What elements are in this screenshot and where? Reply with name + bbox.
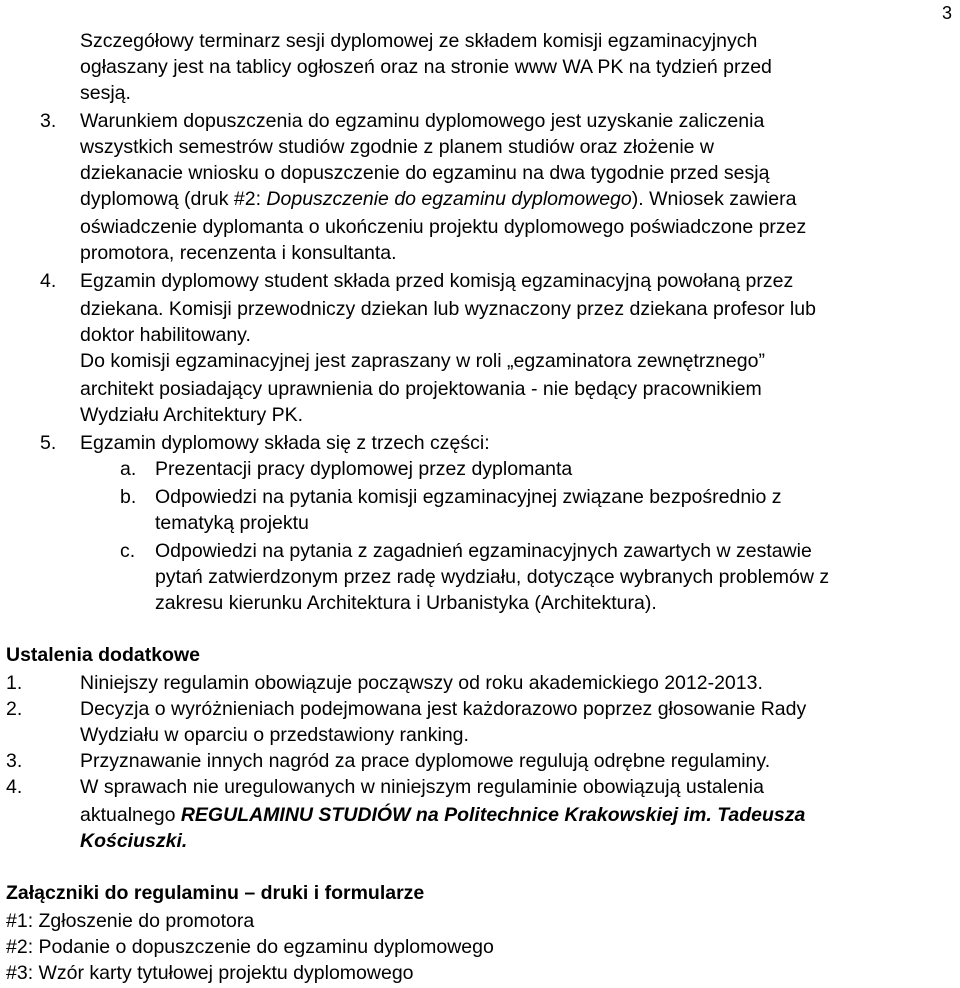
additional-2-line-2: Wydziału w oparciu o przedstawiony ranking. bbox=[80, 724, 469, 746]
item-5-number: 5. bbox=[40, 432, 57, 454]
item-3-line-4 bbox=[80, 186, 796, 212]
item-3-line-4-suffix: ). Wniosek zawiera bbox=[631, 188, 797, 210]
additional-3-line-1: Przyznawanie innych nagród za prace dyplomowe regulują odrębne regulaminy. bbox=[80, 750, 771, 772]
additional-1-number: 1. bbox=[6, 672, 23, 694]
page-number: 3 bbox=[942, 3, 953, 23]
additional-4-number: 4. bbox=[6, 776, 23, 798]
regulation-title: REGULAMINU STUDIÓW na Politechnice Krakowskiej im. Tadeusza bbox=[180, 804, 806, 826]
additional-1-line-1: Niniejszy regulamin obowiązuje począwszy od roku akademickiego 2012-2013. bbox=[80, 672, 763, 694]
intro-line-2: ogłaszany jest na tablicy ogłoszeń oraz na stronie www WA PK na tydzień przed bbox=[80, 56, 772, 78]
item-4-line-5: architekt posiadający uprawnienia do projektowania - nie będący pracownikiem bbox=[80, 378, 762, 400]
item-3-line-5: oświadczenie dyplomanta o ukończeniu projektu dyplomowego poświadczone przez bbox=[80, 216, 807, 238]
item-5b-line-1: Odpowiedzi na pytania komisji egzaminacyjnej związane bezpośrednio z bbox=[155, 486, 782, 508]
item-3-line-6: promotora, recenzenta i konsultanta. bbox=[80, 242, 397, 264]
additional-4-line-1: W sprawach nie uregulowanych w niniejszym regulaminie obowiązują ustalenia bbox=[80, 776, 764, 798]
additional-2-number: 2. bbox=[6, 698, 23, 720]
item-4-line-3: doktor habilitowany. bbox=[80, 324, 251, 346]
item-5b-line-2: tematyką projektu bbox=[155, 512, 309, 534]
attachment-3: #3: Wzór karty tytułowej projektu dyplomowego bbox=[6, 962, 414, 984]
item-4-number: 4. bbox=[40, 270, 57, 292]
item-4-line-2: dziekana. Komisji przewodniczy dziekan lub wyznaczony przez dziekana profesor lub bbox=[80, 298, 816, 320]
item-3-number: 3. bbox=[40, 110, 57, 132]
attachment-2: #2: Podanie o dopuszczenie do egzaminu dyplomowego bbox=[6, 936, 494, 958]
item-5c-letter: c. bbox=[120, 540, 136, 562]
attachments-heading: Załączniki do regulaminu – druki i formularze bbox=[6, 882, 425, 904]
item-3-line-3: dziekanacie wniosku o dopuszczenie do egzaminu na dwa tygodnie przed sesją bbox=[80, 162, 770, 184]
form-2-title: Dopuszczenie do egzaminu dyplomowego bbox=[266, 188, 632, 210]
item-5a-letter: a. bbox=[120, 458, 137, 480]
item-5-line: Egzamin dyplomowy składa się z trzech części: bbox=[80, 432, 490, 454]
attachment-1: #1: Zgłoszenie do promotora bbox=[6, 910, 255, 932]
item-5b-letter: b. bbox=[120, 486, 137, 508]
additional-4-line-2-prefix: aktualnego bbox=[80, 804, 181, 826]
additional-4-line-3 bbox=[80, 828, 187, 854]
additional-heading: Ustalenia dodatkowe bbox=[6, 644, 200, 666]
item-4-line-6: Wydziału Architektury PK. bbox=[80, 404, 304, 426]
additional-2-line-1: Decyzja o wyróżnieniach podejmowana jest każdorazowo poprzez głosowanie Rady bbox=[80, 698, 807, 720]
item-3-line-4-prefix: dyplomową (druk #2: bbox=[80, 188, 267, 210]
item-5c-line-3: zakresu kierunku Architektura i Urbanistyka (Architektura). bbox=[155, 592, 657, 614]
item-5a-line-1: Prezentacji pracy dyplomowej przez dyplomanta bbox=[155, 458, 573, 480]
item-4-line-4: Do komisji egzaminacyjnej jest zapraszany w roli „egzaminatora zewnętrznego” bbox=[80, 350, 765, 372]
additional-3-number: 3. bbox=[6, 750, 23, 772]
item-5c-line-1: Odpowiedzi na pytania z zagadnień egzaminacyjnych zawartych w zestawie bbox=[155, 540, 812, 562]
item-3-line-1: Warunkiem dopuszczenia do egzaminu dyplomowego jest uzyskanie zaliczenia bbox=[80, 110, 765, 132]
item-5c-line-2: pytań zatwierdzonym przez radę wydziału, dotyczące wybranych problemów z bbox=[155, 566, 830, 588]
intro-line-3: sesją. bbox=[80, 82, 131, 104]
intro-line-1: Szczegółowy terminarz sesji dyplomowej ze składem komisji egzaminacyjnych bbox=[80, 30, 758, 52]
regulation-title-end: Kościuszki. bbox=[80, 830, 188, 852]
item-3-line-2: wszystkich semestrów studiów zgodnie z planem studiów oraz złożenie w bbox=[80, 136, 715, 158]
additional-4-line-2 bbox=[80, 802, 805, 828]
item-4-line-1: Egzamin dyplomowy student składa przed komisją egzaminacyjną powołaną przez bbox=[80, 270, 794, 292]
